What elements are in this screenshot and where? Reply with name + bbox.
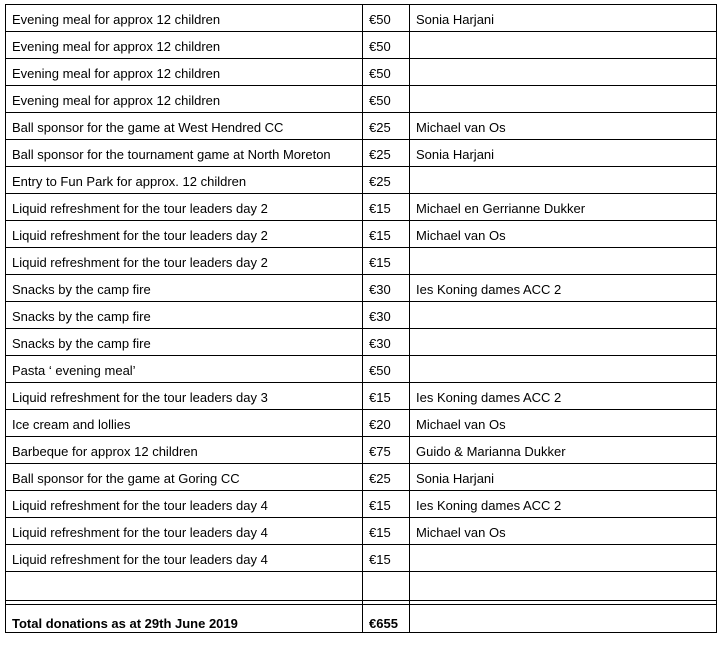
table-row — [6, 410, 717, 437]
amount-cell: €25 — [363, 113, 410, 140]
table-row — [6, 59, 717, 86]
item-cell: Evening meal for approx 12 children — [6, 32, 363, 59]
amount-cell: €50 — [363, 86, 410, 113]
amount-cell: €15 — [363, 248, 410, 275]
item-cell: Evening meal for approx 12 children — [6, 59, 363, 86]
amount-cell: €50 — [363, 5, 410, 32]
item-cell: Ice cream and lollies — [6, 410, 363, 437]
donor-cell — [410, 329, 717, 356]
item-cell: Ball sponsor for the tournament game at North Moreton — [6, 140, 363, 167]
donations-table-body — [6, 5, 717, 572]
amount-cell: €15 — [363, 491, 410, 518]
item-cell: Evening meal for approx 12 children — [6, 86, 363, 113]
empty-cell — [6, 572, 363, 601]
amount-cell: €50 — [363, 59, 410, 86]
donor-cell: Sonia Harjani — [410, 140, 717, 167]
donor-cell: Michael en Gerrianne Dukker — [410, 194, 717, 221]
empty-cell — [363, 572, 410, 601]
amount-cell: €15 — [363, 518, 410, 545]
donor-cell: Guido & Marianna Dukker — [410, 437, 717, 464]
donations-table — [5, 4, 717, 633]
table-row — [6, 383, 717, 410]
table-row — [6, 329, 717, 356]
item-cell: Ball sponsor for the game at Goring CC — [6, 464, 363, 491]
donor-cell: Ies Koning dames ACC 2 — [410, 275, 717, 302]
donor-cell — [410, 32, 717, 59]
amount-cell: €25 — [363, 167, 410, 194]
item-cell: Liquid refreshment for the tour leaders day 2 — [6, 248, 363, 275]
amount-cell: €15 — [363, 383, 410, 410]
empty-row — [6, 572, 717, 601]
table-row — [6, 221, 717, 248]
donor-cell: Sonia Harjani — [410, 5, 717, 32]
total-row — [6, 605, 717, 633]
donor-cell: Michael van Os — [410, 410, 717, 437]
item-cell: Evening meal for approx 12 children — [6, 5, 363, 32]
donor-cell — [410, 302, 717, 329]
item-cell: Liquid refreshment for the tour leaders day 4 — [6, 518, 363, 545]
donor-cell: Ies Koning dames ACC 2 — [410, 491, 717, 518]
item-cell: Liquid refreshment for the tour leaders day 2 — [6, 221, 363, 248]
amount-cell: €75 — [363, 437, 410, 464]
table-row — [6, 491, 717, 518]
table-row — [6, 167, 717, 194]
item-cell: Liquid refreshment for the tour leaders day 3 — [6, 383, 363, 410]
table-row — [6, 32, 717, 59]
amount-cell: €50 — [363, 32, 410, 59]
amount-cell: €20 — [363, 410, 410, 437]
table-row — [6, 464, 717, 491]
table-row — [6, 86, 717, 113]
amount-cell: €25 — [363, 140, 410, 167]
donor-cell — [410, 356, 717, 383]
amount-cell: €15 — [363, 194, 410, 221]
item-cell: Snacks by the camp fire — [6, 275, 363, 302]
table-row — [6, 437, 717, 464]
donor-cell — [410, 59, 717, 86]
total-amount: €655 — [363, 605, 410, 633]
item-cell: Entry to Fun Park for approx. 12 children — [6, 167, 363, 194]
donor-cell: Michael van Os — [410, 113, 717, 140]
amount-cell: €25 — [363, 464, 410, 491]
donor-cell — [410, 167, 717, 194]
table-row — [6, 113, 717, 140]
table-row — [6, 194, 717, 221]
donor-cell: Michael van Os — [410, 518, 717, 545]
empty-cell — [410, 572, 717, 601]
item-cell: Barbeque for approx 12 children — [6, 437, 363, 464]
amount-cell: €15 — [363, 221, 410, 248]
item-cell: Liquid refreshment for the tour leaders day 4 — [6, 491, 363, 518]
table-row — [6, 248, 717, 275]
table-row — [6, 545, 717, 572]
table-row — [6, 275, 717, 302]
donor-cell — [410, 545, 717, 572]
item-cell: Liquid refreshment for the tour leaders day 2 — [6, 194, 363, 221]
donor-cell — [410, 86, 717, 113]
item-cell: Ball sponsor for the game at West Hendred CC — [6, 113, 363, 140]
item-cell: Liquid refreshment for the tour leaders day 4 — [6, 545, 363, 572]
item-cell: Snacks by the camp fire — [6, 302, 363, 329]
total-donor — [410, 605, 717, 633]
item-cell: Snacks by the camp fire — [6, 329, 363, 356]
amount-cell: €15 — [363, 545, 410, 572]
donor-cell: Michael van Os — [410, 221, 717, 248]
amount-cell: €30 — [363, 329, 410, 356]
total-label: Total donations as at 29th June 2019 — [6, 605, 363, 633]
amount-cell: €30 — [363, 275, 410, 302]
donations-table-footer — [6, 572, 717, 633]
donor-cell: Sonia Harjani — [410, 464, 717, 491]
table-row — [6, 140, 717, 167]
table-row — [6, 5, 717, 32]
table-row — [6, 356, 717, 383]
table-row — [6, 302, 717, 329]
amount-cell: €30 — [363, 302, 410, 329]
donor-cell — [410, 248, 717, 275]
amount-cell: €50 — [363, 356, 410, 383]
table-row — [6, 518, 717, 545]
donor-cell: Ies Koning dames ACC 2 — [410, 383, 717, 410]
item-cell: Pasta ‘ evening meal’ — [6, 356, 363, 383]
